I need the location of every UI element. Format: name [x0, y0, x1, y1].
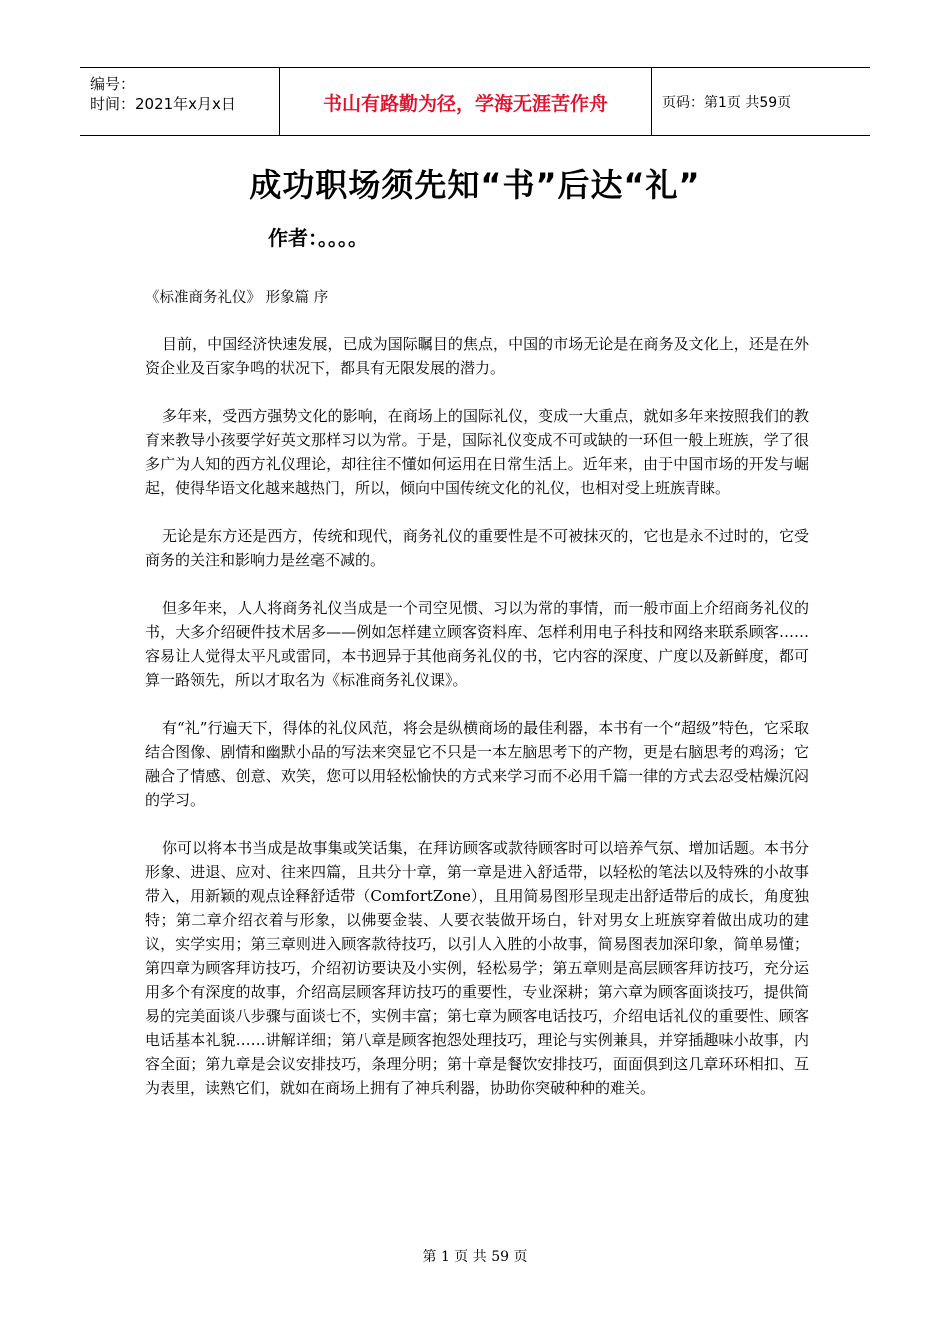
document-author: 作者：。。。。 — [268, 226, 368, 250]
page-header — [80, 67, 870, 136]
paragraph: 无论是东方还是西方，传统和现代，商务礼仪的重要性是不可被抹灭的，它也是永不过时的，它受商务的关注和影响力是丝毫不减的。 — [145, 527, 809, 569]
body-text — [145, 332, 809, 1124]
paragraph: 有“礼”行遍天下，得体的礼仪风范，将会是纵横商场的最佳利器，本书有一个“超级”特色，它采取结合图像、剧情和幽默小品的写法来突显它不只是一本左脑思考下的产物，更是右脑思考的鸡汤；它融合了情感、创意、欢笑，您可以用轻松愉快的方式来学习而不必用千篇一律的方式去忍受枯燥沉闷的学习。 — [145, 719, 809, 809]
document-title: 成功职场须先知“书”后达“礼” — [249, 166, 701, 204]
header-motto: 书山有路勤为径，学海无涯苦作舟 — [280, 68, 652, 135]
header-page-info: 页码：第1页 共59页 — [662, 94, 792, 111]
header-meta-cell — [80, 68, 280, 135]
paragraph: 但多年来，人人将商务礼仪当成是一个司空见惯、习以为常的事情，而一般市面上介绍商务礼仪的书，大多介绍硬件技术居多——例如怎样建立顾客资料库、怎样利用电子科技和网络来联系顾客……容易让人觉得太平凡或雷同，本书迥异于其他商务礼仪的书，它内容的深度、广度以及新鲜度，都可算一路领先，所以才取名为《标准商务礼仪课》。 — [145, 599, 809, 689]
number-label: 编号： — [90, 75, 136, 93]
section-subtitle: 《标准商务礼仪》 形象篇 序 — [145, 290, 329, 306]
date-label: 时间：2021年x月x日 — [90, 95, 236, 113]
paragraph: 目前，中国经济快速发展，已成为国际瞩目的焦点，中国的市场无论是在商务及文化上，还是在外资企业及百家争鸣的状况下，都具有无限发展的潜力。 — [145, 335, 809, 377]
paragraph: 多年来，受西方强势文化的影响，在商场上的国际礼仪，变成一大重点，就如多年来按照我们的教育来教导小孩要学好英文那样习以为常。于是，国际礼仪变成不可或缺的一环但一般上班族，学了很多广为人知的西方礼仪理论，却往往不懂如何运用在日常生活上。近年来，由于中国市场的开发与崛起，使得华语文化越来越热门，所以，倾向中国传统文化的礼仪，也相对受上班族青睐。 — [145, 407, 809, 497]
paragraph: 你可以将本书当成是故事集或笑话集，在拜访顾客或款待顾客时可以培养气氛、增加话题。本书分形象、进退、应对、往来四篇，且共分十章，第一章是进入舒适带，以轻松的笔法以及特殊的小故事带入，用新颖的观点诠释舒适带（ComfortZone），且用简易图形呈现走出舒适带后的成长，角度独特；第二章介绍衣着与形象，以佛要金装、人要衣装做开场白，针对男女上班族穿着做出成功的建议，实学实用；第三章则进入顾客款待技巧，以引人入胜的小故事，简易图表加深印象，简单易懂；第四章为顾客拜访技巧，介绍初访要诀及小实例，轻松易学；第五章则是高层顾客拜访技巧，充分运用多个有深度的故事，介绍高层顾客拜访技巧的重要性，专业深耕；第六章为顾客面谈技巧，提供简易的完美面谈八步骤与面谈七不，实例丰富；第七章为顾客电话技巧，介绍电话礼仪的重要性、顾客电话基本礼貌……讲解详细；第八章是顾客抱怨处理技巧，理论与实例兼具，并穿插趣味小故事，内容全面；第九章是会议安排技巧，条理分明；第十章是餐饮安排技巧，面面俱到这几章环环相扣、互为表里，读熟它们，就如在商场上拥有了神兵利器，协助你突破种种的难关。 — [145, 839, 809, 1097]
page-footer: 第 1 页 共 59 页 — [422, 1249, 528, 1265]
